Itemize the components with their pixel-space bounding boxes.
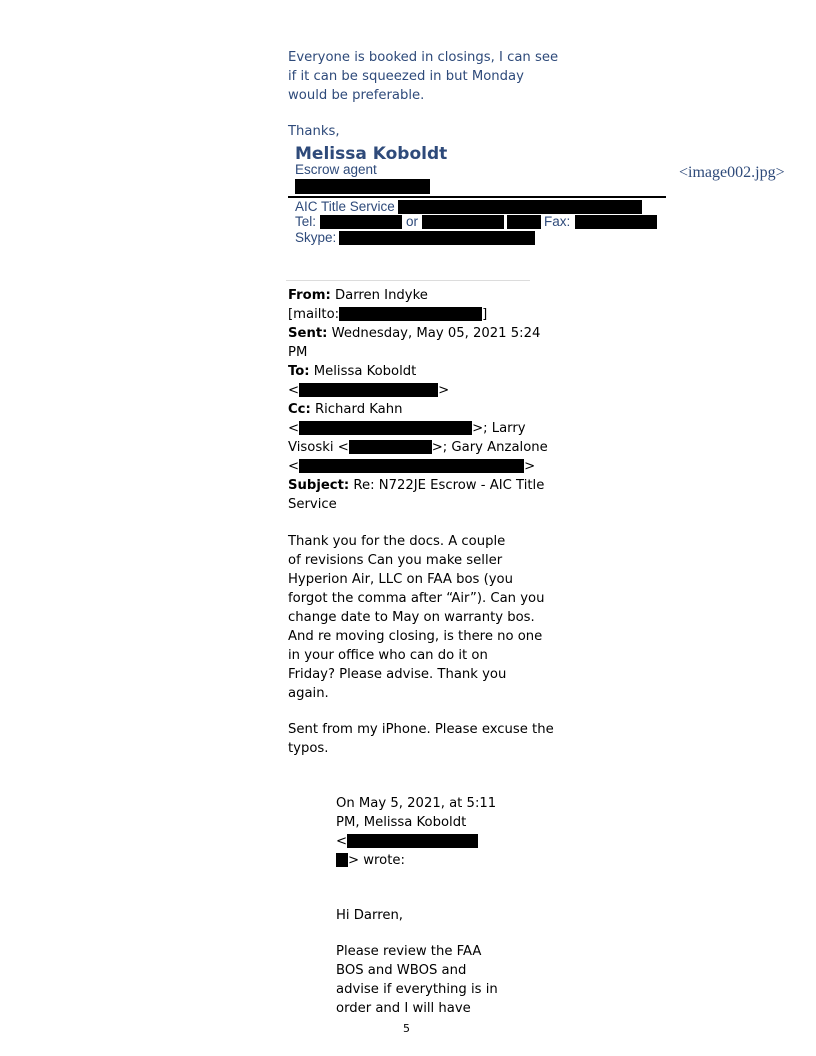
cc-address-line xyxy=(288,419,526,438)
mailto-close: ] xyxy=(482,307,488,322)
quote-address-line xyxy=(336,832,478,851)
subject-value: Re: N722JE Escrow - AIC Title xyxy=(353,478,545,493)
body-line: forgot the comma after “Air”). Can you xyxy=(288,591,545,606)
signoff-line: typos. xyxy=(288,741,329,756)
quote-wrote-line xyxy=(336,851,405,870)
lt: < xyxy=(336,834,348,849)
gt: > xyxy=(438,383,450,398)
redaction xyxy=(336,853,348,867)
signoff-line: Sent from my iPhone. Please excuse the xyxy=(288,722,554,737)
redaction xyxy=(299,459,524,473)
redaction xyxy=(349,440,432,454)
redaction xyxy=(575,215,657,229)
signature-divider xyxy=(288,196,666,198)
wrote: > wrote: xyxy=(348,853,405,868)
body-line: Friday? Please advise. Thank you xyxy=(288,667,507,682)
quoted-message xyxy=(336,794,536,1016)
from-line xyxy=(288,286,428,305)
thanks-line: Thanks, xyxy=(288,124,340,139)
signature-name: Melissa Koboldt xyxy=(295,144,448,164)
redaction xyxy=(299,421,472,435)
signature-block xyxy=(288,142,678,252)
email-header xyxy=(288,286,548,512)
redaction xyxy=(347,834,478,848)
body-line: change date to May on warranty bos. xyxy=(288,610,535,625)
reply-line: Everyone is booked in closings, I can see xyxy=(288,50,559,65)
fax-label: Fax: xyxy=(544,214,571,229)
page-number: 5 xyxy=(403,1022,410,1035)
signature-company: AIC Title Service xyxy=(295,199,395,214)
cc-address-line xyxy=(288,457,535,476)
lt: < xyxy=(288,383,300,398)
quote-line: advise if everything is in xyxy=(336,982,498,997)
skype-label: Skype: xyxy=(295,230,337,245)
to-value: Melissa Koboldt xyxy=(313,364,417,379)
body-line: of revisions Can you make seller xyxy=(288,553,503,568)
mailto-line xyxy=(288,305,487,324)
image-placeholder: <image002.jpg> xyxy=(679,164,785,181)
cc-line xyxy=(288,400,402,419)
reply-line: if it can be squeezed in but Monday xyxy=(288,69,524,84)
quote-line: Please review the FAA xyxy=(336,944,482,959)
redaction xyxy=(398,200,642,214)
lt: < xyxy=(288,459,300,474)
sent-cont: PM xyxy=(288,345,308,360)
redaction xyxy=(295,179,430,194)
lt: < xyxy=(288,421,300,436)
body-line: And re moving closing, is there no one xyxy=(288,629,543,644)
reply-line: would be preferable. xyxy=(288,88,425,103)
redaction xyxy=(339,307,482,321)
from-value: Darren Indyke xyxy=(334,288,428,303)
quote-greeting: Hi Darren, xyxy=(336,908,403,923)
cc-label: Cc: xyxy=(288,402,311,417)
redaction xyxy=(320,215,402,229)
body-line: again. xyxy=(288,686,329,701)
mailto-open: [mailto: xyxy=(288,307,340,322)
cc-sep: >; Larry xyxy=(472,421,526,436)
signature-role: Escrow agent xyxy=(295,162,377,177)
subject-label: Subject: xyxy=(288,478,350,493)
subject-line xyxy=(288,476,544,495)
to-line xyxy=(288,362,416,381)
cc-value: Richard Kahn xyxy=(314,402,403,417)
body-line: in your office who can do it on xyxy=(288,648,488,663)
quote-intro: On May 5, 2021, at 5:11 xyxy=(336,796,497,811)
to-label: To: xyxy=(288,364,310,379)
cc-name: Visoski < xyxy=(288,440,349,455)
sent-label: Sent: xyxy=(288,326,328,341)
redaction xyxy=(299,383,438,397)
tel-label: Tel: xyxy=(295,214,317,229)
cc-address-line xyxy=(288,438,548,457)
body-line: Hyperion Air, LLC on FAA bos (you xyxy=(288,572,513,587)
gt: > xyxy=(524,459,536,474)
email-body xyxy=(288,532,554,756)
from-label: From: xyxy=(288,288,331,303)
redaction xyxy=(339,231,535,245)
sent-line xyxy=(288,324,540,343)
or-label: or xyxy=(406,214,419,229)
cc-name: >; Gary Anzalone xyxy=(431,440,548,455)
to-address-line xyxy=(288,381,449,400)
quote-intro: PM, Melissa Koboldt xyxy=(336,815,467,830)
redaction xyxy=(422,215,504,229)
sent-value: Wednesday, May 05, 2021 5:24 xyxy=(331,326,541,341)
body-line: Thank you for the docs. A couple xyxy=(288,534,506,549)
subject-cont: Service xyxy=(288,497,337,512)
header-separator xyxy=(286,280,530,281)
quote-line: order and I will have xyxy=(336,1001,471,1016)
quote-line: BOS and WBOS and xyxy=(336,963,467,978)
redaction xyxy=(507,215,541,229)
